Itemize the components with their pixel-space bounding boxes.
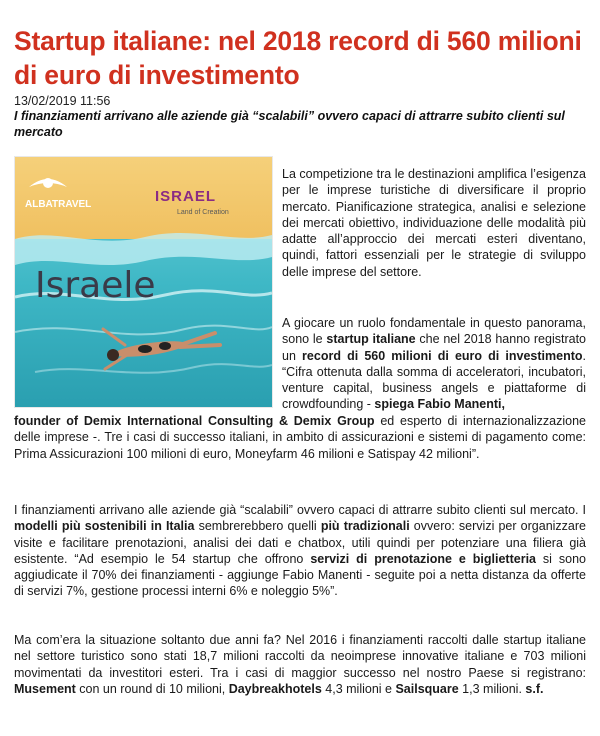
bold-span: Sailsquare [395,681,459,696]
text-span: con un round di 10 milioni, [75,681,229,696]
bold-span: servizi di prenotazione e biglietteria [310,551,536,566]
israel-brand: ISRAEL [155,188,217,205]
bold-span: più tradizionali [320,519,410,534]
paragraph-models [14,502,586,600]
paragraph-startup-continued [14,413,586,462]
text-span: I finanziamenti arrivano alle aziende già “scalabili” ovvero capaci di attrarre subito clienti sul mercato. I [14,503,586,517]
albatravel-brand: ALBATRAVEL [25,199,92,210]
bold-span: startup italiane [326,332,416,347]
author-initials: s.f. [525,681,544,696]
text-span: Ma com’era la situazione soltanto due anni fa? Nel 2016 i finanziamenti raccolti dalle startup italiane nel settore turistico sono stati 18,7 milioni raccolti da neoimprese innovative italiane e 703 milioni movimentati da investitori esteri. Tra i casi di maggior successo nel nostro Paese si registrano: [14,633,586,680]
paragraph-history [14,632,586,697]
article-title: Startup italiane: nel 2018 record di 560 milioni di euro di investimento [14,26,582,90]
paragraph-startup [282,315,586,413]
article-subtitle: I finanziamenti arrivano alle aziende già “scalabili” ovvero capaci di attrarre subito clienti sul mercato [14,109,565,139]
paragraph-intro: La competizione tra le destinazioni amplifica l’esigenza per le imprese turistiche di diversificare il proprio mercato. Pianificazione strategica, analisi e selezione dei mercati obiettivo, individuazione delle modalità più adatte all’approccio dei mercati esteri diventano, quindi, fattori essenziali per le strategie di sviluppo delle imprese del settore. [282,167,586,279]
bold-span: spiega Fabio Manenti, [374,397,505,412]
bold-span: founder of Demix International Consulting & Demix Group [14,414,375,428]
text-span: 1,3 milioni. [458,681,526,696]
bold-span: record di 560 milioni di euro di investimento [302,348,583,363]
text-span: 4,3 milioni e [321,681,396,696]
text-span: A giocare un ruolo fondamentale in questo panorama, sono le [282,316,586,347]
bold-span: modelli più sostenibili in Italia [14,519,195,534]
text-span: ed esperto di internazionalizzazione delle imprese -. Tre i casi di successo italiani, in ambito di assicurazioni e sistemi di pagamento come: Prima Assicurazioni 100 milioni di euro, Moneyfarm 46 milioni e Satispay 42 milioni”. [14,414,586,461]
text-span: che nel 2018 hanno registrato un [282,332,586,363]
text-span: ovvero: servizi per organizzare visite e facilitare prenotazioni, analisi dei dati e chatbox, utili quindi per potenziare una filiera già esistente. “Ad esempio le 54 startup che offrono [14,519,586,566]
bold-span: Musement [14,681,76,696]
text-span: si sono aggiudicate il 70% dei finanziamenti - aggiunge Fabio Manenti - seguite poi a netta distanza da offerte di servizi 7%, gestione processi interni 6% e noleggio 5%”. [14,551,586,599]
bold-span: Daybreakhotels [228,681,322,696]
text-span: . “Cifra ottenuta dalla somma di acceleratori, incubatori, venture capital, business angels e piattaforme di crowdfounding - [282,348,586,412]
text-span: sembrerebbero quelli [194,519,321,534]
israel-brand-tagline: Land of Creation [177,209,229,216]
israel-beach-image [15,157,272,407]
israele-caption: Israele [35,265,156,306]
article-photo [14,156,273,408]
article-date: 13/02/2019 11:56 [14,94,111,108]
